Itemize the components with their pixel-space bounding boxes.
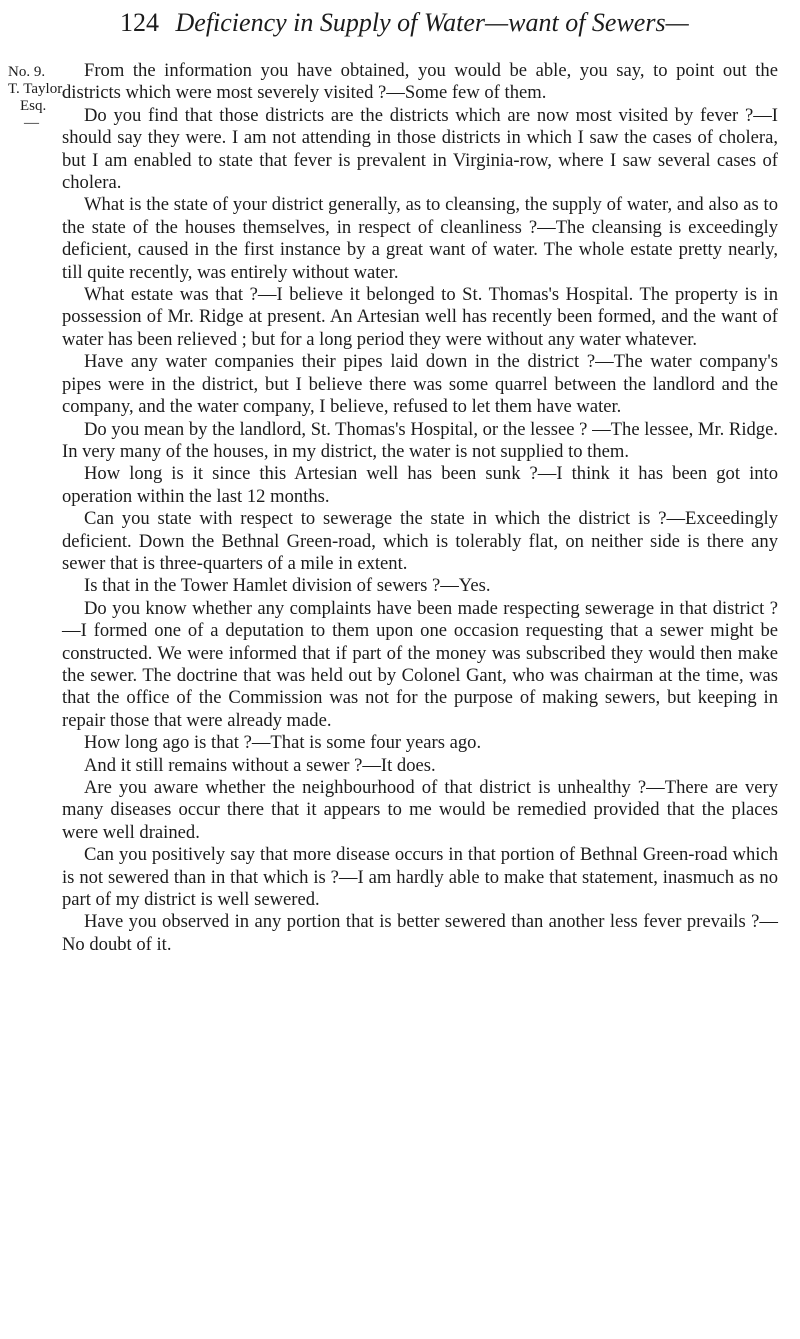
paragraph: Do you mean by the landlord, St. Thomas's Hospital, or the lessee ? —The lessee, Mr. Ridge. In very many of the houses, in my district, the water is not supplied to them. xyxy=(62,418,778,462)
paragraph: What estate was that ?—I believe it belonged to St. Thomas's Hospital. The property is in possession of Mr. Ridge at present. An Artesian well has recently been formed, and the want of water has been relieved ; but for a long period they were without any water whatever. xyxy=(62,284,778,350)
paragraph: Are you aware whether the neighbourhood of that district is unhealthy ?—There are very many diseases occur there that it appears to me would be remedied provided that the places were well drained. xyxy=(62,777,778,843)
body-text xyxy=(62,60,778,956)
paragraph: Have any water companies their pipes laid down in the district ?—The water company's pipes were in the district, but I believe there was some quarrel between the landlord and the company, and the water company, I believe, refused to let them have water. xyxy=(62,351,778,418)
margin-witness-title: Esq. xyxy=(20,98,47,114)
paragraph: From the information you have obtained, you would be able, you say, to point out the districts which were most severely visited ?—Some few of them. xyxy=(62,60,778,104)
page-number: 124 xyxy=(120,8,159,37)
paragraph: How long ago is that ?—That is some four years ago. xyxy=(84,732,482,754)
margin-witness-number: No. 9. xyxy=(8,64,46,80)
page-header xyxy=(120,8,780,38)
margin-witness-name: T. Taylor, xyxy=(8,81,66,97)
paragraph: Can you state with respect to sewerage the state in which the district is ?—Exceedingly deficient. Down the Bethnal Green-road, which is tolerably flat, on neither side is there any sewer that is three-quarters of a mile in extent. xyxy=(62,508,778,574)
paragraph: How long is it since this Artesian well has been sunk ?—I think it has been got into operation within the last 12 months. xyxy=(62,463,778,507)
paragraph: Have you observed in any portion that is better sewered than another less fever prevails ?—No doubt of it. xyxy=(62,911,778,955)
margin-dash: — xyxy=(24,115,39,131)
paragraph: Do you know whether any complaints have been made respecting sewerage in that district ?—I formed one of a deputation to them upon one occasion requesting that a sewer might be constructed. We were informed that if part of the money was subscribed they would then make the sewer. The doctrine that was held out by Colonel Gant, who was chairman at the time, was that the office of the Commission was not for the purpose of making sewers, but keeping in repair those that were already made. xyxy=(62,597,778,731)
paragraph: What is the state of your district generally, as to cleansing, the supply of water, and also as to the state of the houses themselves, in respect of cleanliness ?—The cleansing is exceedingly deficient, caused in the first instance by a great want of water. The whole estate pretty nearly, till quite recently, was entirely without water. xyxy=(62,194,778,283)
paragraph: Is that in the Tower Hamlet division of sewers ?—Yes. xyxy=(84,575,491,597)
paragraph: And it still remains without a sewer ?—It does. xyxy=(84,754,436,776)
running-title: Deficiency in Supply of Water—want of Sewers— xyxy=(175,8,689,37)
margin-note xyxy=(8,64,66,132)
paragraph: Can you positively say that more disease occurs in that portion of Bethnal Green-road which is not sewered than in that which is ?—I am hardly able to make that statement, inasmuch as no part of my district is well sewered. xyxy=(62,844,778,911)
paragraph: Do you find that those districts are the districts which are now most visited by fever ?—I should say they were. I am not attending in those districts in which I saw the cases of cholera, but I am enabled to state that fever is prevalent in Virginia-row, where I saw several cases of cholera. xyxy=(62,104,778,194)
